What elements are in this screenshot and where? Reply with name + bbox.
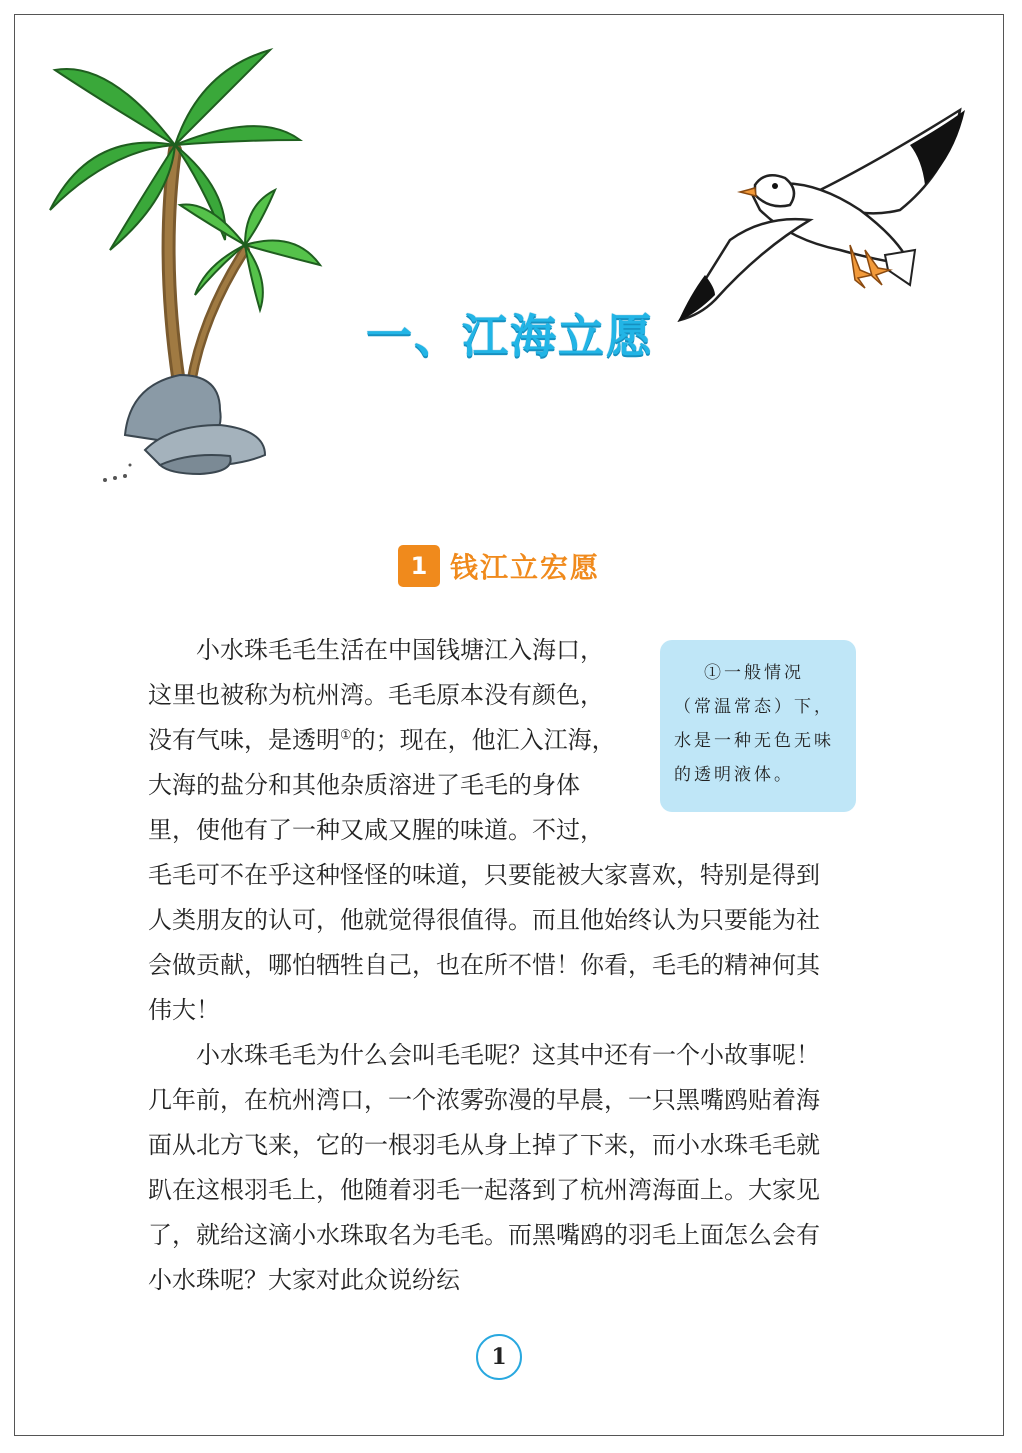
section-title: 钱江立宏愿 [450,551,601,584]
section-heading [398,545,600,587]
text-line: 毛毛可不在乎这种怪怪的味道，只要能被大家喜欢，特别是得到 [148,861,820,889]
text-line: 小水珠呢？大家对此众说纷纭 [148,1266,460,1294]
body-text [148,628,858,1303]
text-line: 小水珠毛毛为什么会叫毛毛呢？这其中还有一个小故事呢！ [196,1041,820,1069]
text-line: 里，使他有了一种又咸又腥的味道。不过， [148,816,604,844]
text-line: 伟大！ [148,996,220,1024]
chapter-title: 一、江海立愿 [366,309,654,363]
text-line: 趴在这根羽毛上，他随着羽毛一起落到了杭州湾海面上。大家见 [148,1176,820,1204]
text-line: 面从北方飞来，它的一根羽毛从身上掉了下来，而小水珠毛毛就 [148,1131,820,1159]
footnote-marker: ① [340,728,352,743]
footnote-line: （常温常态）下， [674,697,834,717]
text-line: 这里也被称为杭州湾。毛毛原本没有颜色， [148,681,604,709]
text-line: 人类朋友的认可，他就觉得很值得。而且他始终认为只要能为社 [148,906,820,934]
text-line: 大海的盐分和其他杂质溶进了毛毛的身体 [148,771,580,799]
page-number: 1 [476,1334,522,1380]
text-line: 没有气味，是透明①的；现在，他汇入江海， [148,726,616,754]
text-line: 会做贡献，哪怕牺牲自己，也在所不惜！你看，毛毛的精神何其 [148,951,820,979]
footnote-line: 水是一种无色无味 [674,731,834,751]
paragraph [148,1033,858,1303]
footnote-line: ①一般情况 [704,663,804,683]
palm-tree-illustration [30,40,330,490]
seagull-illustration [660,100,980,330]
text-line: 了，就给这滴小水珠取名为毛毛。而黑嘴鸥的羽毛上面怎么会有 [148,1221,820,1249]
text-line: 小水珠毛毛生活在中国钱塘江入海口， [196,636,604,664]
footnote-line: 的透明液体。 [674,765,794,785]
paragraph [148,628,858,1033]
section-number-badge: 1 [398,545,440,587]
text-line: 几年前，在杭州湾口，一个浓雾弥漫的早晨，一只黑嘴鸥贴着海 [148,1086,820,1114]
